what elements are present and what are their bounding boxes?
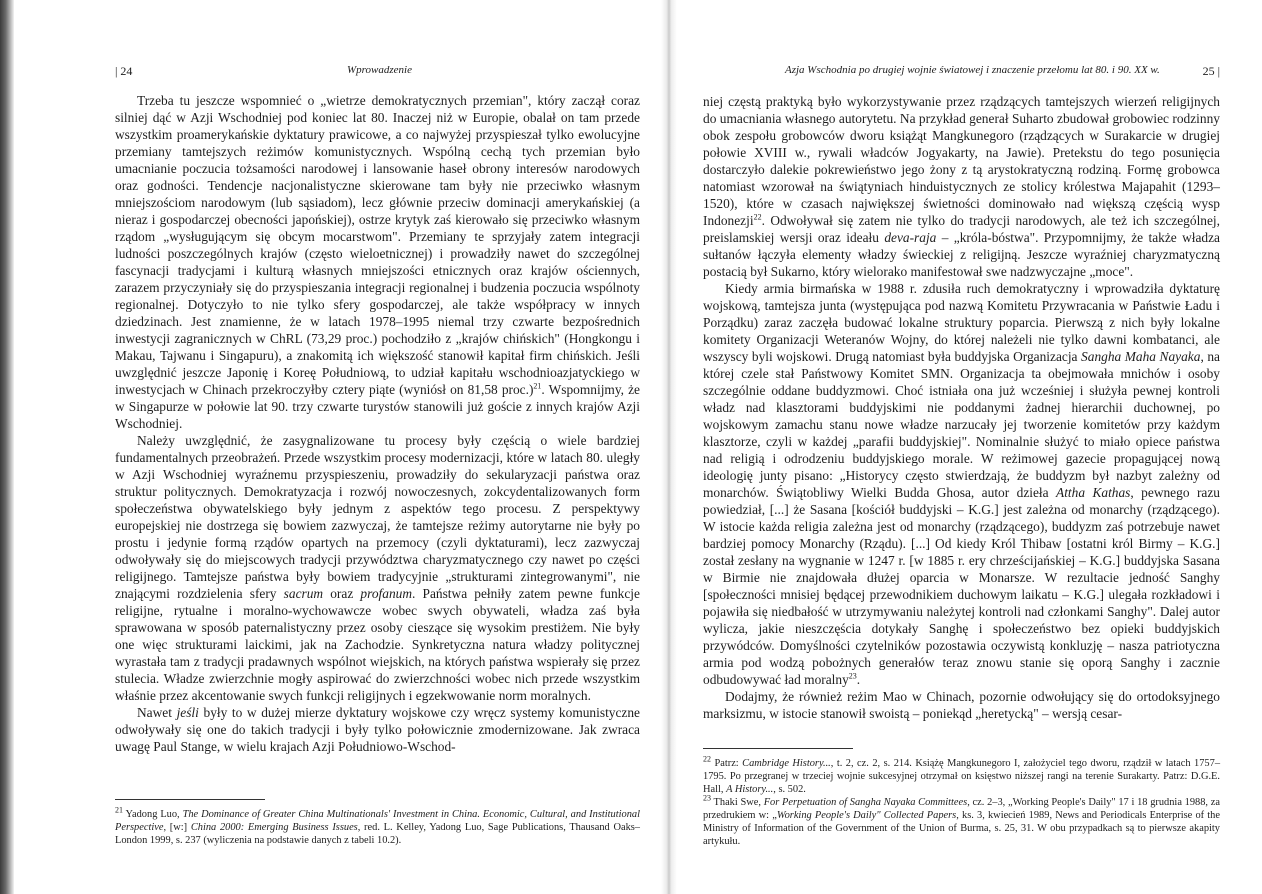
footnote-23: $^{23}$ Thaki Swe, For Perpetuation of Sangha Nayaka Committees, cz. 2–3, „Working People's Daily" 17 i 18 grudnia 1988, za przedrukiem w: „Working People's Daily" Collected Papers, ks. 3, kwiecień 1989, News and Periodicals Enterprise of the Ministry of Information of the Government of the Union of Burma, s. 25, 31. W obu przypadkach są to pierwsze akapity artykułu. bbox=[703, 793, 1220, 847]
right-body-text bbox=[703, 93, 1220, 722]
right-footnotes bbox=[703, 754, 1221, 848]
scan-edge bbox=[0, 0, 14, 894]
left-footnotes bbox=[115, 805, 640, 847]
left-footnote-rule bbox=[115, 799, 265, 800]
left-running-title: Wprowadzenie bbox=[347, 64, 412, 76]
left-page-number: | 24 bbox=[115, 64, 133, 78]
left-running-head bbox=[115, 64, 640, 80]
right-running-head bbox=[703, 64, 1220, 80]
footnote-22: $^{22}$ Patrz: Cambridge History..., t. 2, cz. 2, s. 214. Książę Mangkunegoro I, założyciel tego dworu, rządził w latach 1757–1795. Po przegranej w trzeciej wojnie sukcesyjnej otrzymał on księstwo niższej rangi na terenie Surakarty. Patrz: D.G.E. Hall, A History..., s. 502. bbox=[703, 754, 1221, 795]
left-body-text bbox=[115, 92, 640, 755]
book-gutter bbox=[661, 0, 677, 894]
left-paragraph-1: Trzeba tu jeszcze wspomnieć o „wietrze demokratycznych przemian", który zaczął coraz silniej dąć w Azji Wschodniej pod koniec lat 80. Inaczej niż w Europie, obalał on tam przede wszystkim proamerykańskie dyktatury prawicowe, a co najwyżej przyspieszał tylko ewolucyjne przemiany tamtejszych reżimów komunistycznych. Wspólną cechą tych przemian było umacnianie poczucia tożsamości narodowej i lansowanie haseł obrony interesów narodowych oraz godności. Tendencje nacjonalistyczne skierowane tam były nie przeciwko własnym mniejszościom narodowym (lub sąsiadom), lecz głównie przeciw dominacji amerykańskiej (a nieraz i gospodarczej obecności japońskiej), ostrze krytyk zaś kierowało się przeciwko własnym rządom „wysługującym się obcym mocarstwom". Przemiany te sprzyjały zatem integracji ludności poszczególnych krajów (często wieloetnicznej) i prowadziły nawet do szczególnej fascynacji tradycjami i kulturą własnych mniejszości etnicznych oraz krajów ościennych, zarazem przyczyniały się do przyspieszania integracji regionalnej i budzenia poczucia wspólnoty regionalnej. Dotyczyło to nie tylko sfery gospodarczej, ale także współpracy w innych dziedzinach. Jest znamienne, że w latach 1978–1995 niemal trzy czwarte bezpośrednich inwestycji zagranicznych w ChRL (73,29 proc.) pochodziło z „krajów chińskich" (Hongkongu i Makau, Tajwanu i Singapuru), a znakomitą ich większość stanowił kapitał firm chińskich. Jeśli uwzględnić jeszcze Japonię i Koreę Południową, to udział kapitału wschodnioazjatyckiego w inwestycjach w Chinach przekroczyłby cztery piąte (wyniósł on 81,58 proc.)$^{21}$. Wspomnijmy, że w Singapurze w połowie lat 90. trzy czwarte turystów stanowili już goście z innych krajów Azji Wschodniej. bbox=[115, 93, 640, 431]
footnote-ref-22: 22 bbox=[753, 212, 762, 222]
right-footnote-rule bbox=[703, 748, 853, 749]
left-paragraph-3: Nawet jeśli były to w dużej mierze dyktatury wojskowe czy wręcz systemy komunistyczne odwoływały się one do takich tradycji i były tylko połowicznie zmodernizowane. Jak zwraca uwagę Paul Stange, w wielu krajach Azji Południowo-Wschod- bbox=[115, 705, 641, 754]
footnote-21: $^{21}$ Yadong Luo, The Dominance of Greater China Multinationals' Investment in China. Economic, Cultural, and Institutional Perspective, [w:] China 2000: Emerging Business Issues, red. L. Kelley, Yadong Luo, Sage Publications, Thausand Oaks–London 1999, s. 237 (wyliczenia na podstawie danych z tabeli 10.2). bbox=[115, 805, 640, 846]
footnote-ref-21: 21 bbox=[533, 381, 542, 391]
footnote-ref-23: 23 bbox=[848, 671, 857, 681]
right-running-title: Azja Wschodnia po drugiej wojnie światowej i znaczenie przełomu lat 80. i 90. XX w. bbox=[785, 64, 1160, 76]
left-page bbox=[115, 0, 640, 894]
right-paragraph-3: Dodajmy, że również reżim Mao w Chinach, pozornie odwołujący się do ortodoksyjnego marksizmu, w istocie stanowił swoistą – poniekąd „heretycką" – wersją cesar- bbox=[703, 689, 1220, 721]
right-paragraph-1: niej częstą praktyką było wykorzystywanie przez rządzących tamtejszych wierzeń religijnych do umacniania własnego autorytetu. Na przykład generał Suharto zbudował grobowiec rodzinny obok zespołu grobowców dworu książąt Mangkunegoro (rządzących w Surakarcie w drugiej połowie XVIII w., rywali władców Jogyakarty, na Jawie). Pretekstu do tego posunięcia dostarczyło dalekie pokrewieństwo jego żony z tą arystokratyczną rodziną. Formę grobowca natomiast wzorował na świątyniach hinduistycznych ze stolicy królestwa Majapahit (1293–1520), które w czasach największej świetności dominowało nad większą częścią wysp Indonezji$^{22}$. Odwoływał się zatem nie tylko do tradycji narodowych, ale też ich szczególnej, preislamskiej wersji oraz ideału deva-raja – „króla-bóstwa". Przypomnijmy, że także władza sułtanów łączyła elementy władzy świeckiej z religijną. Jeszcze wyraźniej charyzmatyczną postacią był Sukarno, który wielorako manifestował swe nadzwyczajne „moce". bbox=[703, 94, 1220, 279]
left-paragraph-2: Należy uwzględnić, że zasygnalizowane tu procesy były częścią o wiele bardziej fundamentalnych przeobrażeń. Przede wszystkim procesy modernizacji, które w latach 80. uległy w Azji Wschodniej wyraźnemu przyspieszeniu, prowadziły do sekularyzacji państwa oraz struktur politycznych. Demokratyzacja i rozwój nowoczesnych, zokcydentalizowanych form społeczeństwa obywatelskiego były jednym z aspektów tego procesu. Z perspektywy europejskiej nie dostrzega się bowiem zazwyczaj, że tamtejsze reżimy autorytarne nie były po prostu i jedynie formą rządów opartych na przemocy (czyli dyktaturami), lecz zazwyczaj odwoływały się do miejscowych tradycji przywództwa charyzmatycznego czy nawet po części religijnego. Tamtejsze państwa były bowiem tradycyjnie „strukturami zintegrowanymi", nie znającymi rozdzielenia sfery sacrum oraz profanum. Państwa pełniły zatem pewne funkcje religijne, rytualne i moralno-wychowawcze wobec swych obywateli, władza zaś była sprawowana w sposób paternalistyczny przez osoby cieszące się wysokim prestiżem. Nie były one więc strukturami laickimi, jak na Zachodzie. Synkretyczna natura władzy politycznej wyrastała tam z tradycji pradawnych wspólnot wiejskich, na których państwa wspierały się przez stulecia. Władze zwierzchnie mogły aspirować do zwierzchności wobec nich przede wszystkim właśnie przez akcentowanie swych funkcji religijnych i egzekwowanie norm moralnych. bbox=[115, 433, 640, 703]
right-page bbox=[703, 0, 1220, 894]
right-paragraph-2: Kiedy armia birmańska w 1988 r. zdusiła ruch demokratyczny i wprowadziła dyktaturę wojskową, tamtejsza junta (występująca pod nazwą Komitetu Przywracania w Państwie Ładu i Porządku) zaraz zaczęła budować lokalne struktury poparcia. Pierwszą z nich były lokalne komitety Organizacji Weteranów Wojny, do której należeli nie tylko dawni kombatanci, ale wszyscy byli wojskowi. Drugą natomiast była buddyjska Organizacja Sangha Maha Nayaka, na której czele stał Państwowy Komitet SMN. Organizacja ta obejmowała mnichów i osoby szczególnie oddane buddyzmowi. Choć istniała ona już wcześniej i służyła pewnej kontroli władz nad klasztorami buddyjskimi nie poddanymi żadnej hierarchii duchownej, po wojskowym zamachu stanu nowe władze narzucały jej tworzenie komitetów przy każdym klasztorze, czyli w każdej „parafii buddyjskiej". Nominalnie służyć to miało opiece państwa nad religią i odrodzeniu buddyjskiego morale. W reżimowej gazecie propagującej nową ideologię junty pisano: „Historycy często stwierdzają, że buddyzm był nazbyt zależny od monarchów. Świątobliwy Wielki Budda Ghosa, autor dzieła Attha Kathas, pewnego razu powiedział, [...] że Sasana [kościół buddyjski – K.G.] jest zależna od monarchy (rządzącego). W istocie każda religia zależna jest od monarchy (rządzącego), buddyzm zaś potrzebuje nawet bardziej pomocy Monarchy (Rządu). [...] Od kiedy Król Thibaw [ostatni król Birmy – K.G.] został zesłany na wygnanie w 1247 r. [w 1885 r. ery chrześcijańskiej – K.G.] buddyjska Sasana w Birmie nie znajdowała dłużej oparcia w Monarsze. W rezultacie jedność Sanghy [społeczności mnisiej będącej przewodnikiem duchowym laikatu – K.G.] ulegała rozkładowi i pojawiła się niedbałość w utrzymywaniu należytej kontroli nad członkami Sanghy". Dalej autor wylicza, jakie nieszczęścia dotykały Sanghę i społeczeństwo bez opieki buddyjskich przywódców. Domyślności czytelników pozostawia oczywistą konkluzję – nasza patriotyczna armia pod wodzą pobożnych generałów teraz znowu stanie się oporą Sanghy i zacznie odbudowywać ład moralny$^{23}$. bbox=[703, 281, 1220, 687]
right-page-number: 25 | bbox=[1202, 64, 1220, 78]
